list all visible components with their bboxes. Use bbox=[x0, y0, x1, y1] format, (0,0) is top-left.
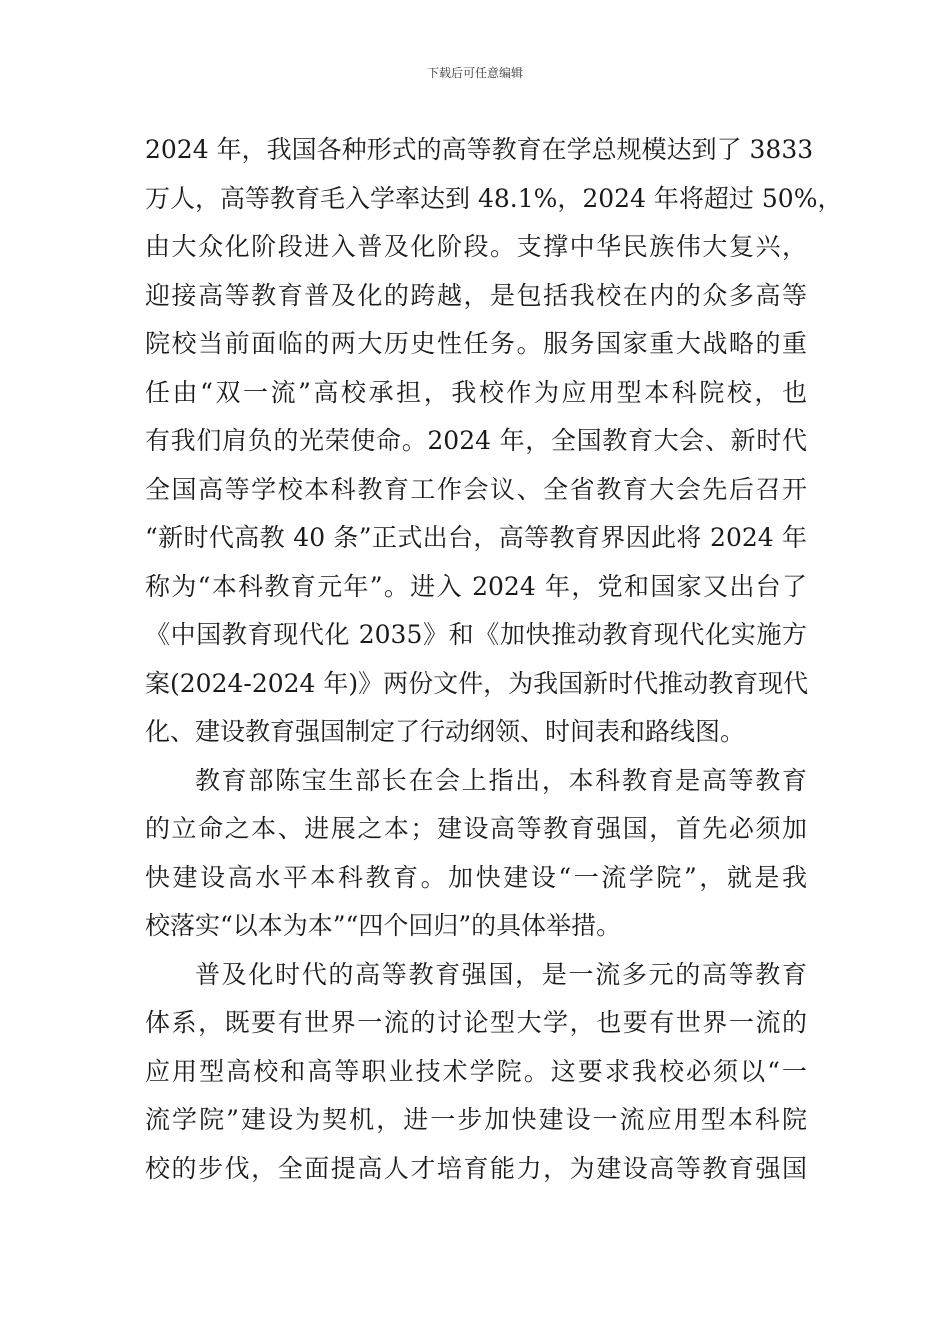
paragraph-1 bbox=[145, 126, 843, 757]
text-line: 迎接高等教育普及化的跨越，是包括我校在内的众多高等 bbox=[145, 280, 807, 310]
text-line: 应用型高校和高等职业技术学院。这要求我校必须以“一 bbox=[145, 1056, 807, 1086]
text-line: 的立命之本、进展之本；建设高等教育强国，首先必须加 bbox=[145, 814, 807, 843]
text-line: 由大众化阶段进入普及化阶段。支撑中华民族伟大复兴， bbox=[145, 232, 807, 261]
text-line: 有我们肩负的光荣使命。2024 年，全国教育大会、新时代 bbox=[145, 426, 807, 455]
text-line: 《中国教育现代化 2035》和《加快推动教育现代化实施方 bbox=[145, 620, 807, 649]
text-line: 院校当前面临的两大历史性任务。服务国家重大战略的重 bbox=[145, 329, 807, 358]
text-line: 校落实“以本为本”“四个回归”的具体举措。 bbox=[145, 911, 622, 940]
text-line: 2024 年，我国各种形式的高等教育在学总规模达到了 3833 bbox=[145, 135, 814, 164]
text-line: 化、建设教育强国制定了行动纲领、时间表和路线图。 bbox=[145, 717, 746, 746]
text-line: 万人，高等教育毛入学率达到 48.1%，2024 年将超过 50%， bbox=[145, 183, 843, 213]
text-line: 普及化时代的高等教育强国，是一流多元的高等教育 bbox=[195, 959, 807, 989]
document-body bbox=[145, 126, 843, 1193]
text-line: 任由“双一流”高校承担，我校作为应用型本科院校，也 bbox=[145, 377, 807, 407]
paragraph-3 bbox=[145, 951, 807, 1194]
text-line: 全国高等学校本科教育工作会议、全省教育大会先后召开 bbox=[145, 474, 807, 504]
text-line: 案(2024-2024 年)》两份文件，为我国新时代推动教育现代 bbox=[145, 668, 809, 698]
text-line: “新时代高教 40 条”正式出台，高等教育界因此将 2024 年 bbox=[145, 523, 807, 552]
text-line: 校的步伐，全面提高人才培育能力，为建设高等教育强国 bbox=[145, 1153, 807, 1183]
text-line: 体系，既要有世界一流的讨论型大学，也要有世界一流的 bbox=[145, 1008, 807, 1037]
text-line: 流学院”建设为契机，进一步加快建设一流应用型本科院 bbox=[145, 1105, 807, 1134]
text-line: 称为“本科教育元年”。进入 2024 年，党和国家又出台了 bbox=[145, 571, 807, 601]
paragraph-2 bbox=[145, 757, 807, 951]
download-note: 下载后可任意编辑 bbox=[426, 66, 523, 80]
text-line: 教育部陈宝生部长在会上指出，本科教育是高等教育 bbox=[195, 765, 807, 795]
text-line: 快建设高水平本科教育。加快建设“一流学院”，就是我 bbox=[145, 862, 807, 892]
